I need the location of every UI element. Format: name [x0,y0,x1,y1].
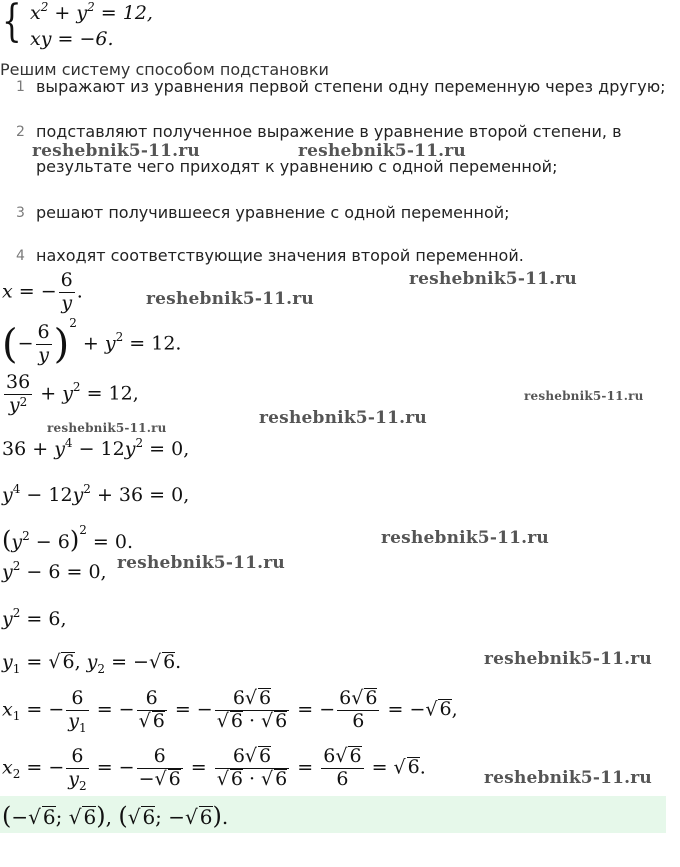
step-text-continued: результате чего приходят к уравнению с одной переменной; [36,157,558,176]
watermark: reshebnik5-11.ru [381,528,549,548]
step-number: 1 [16,79,25,95]
watermark: reshebnik5-11.ru [32,141,200,161]
solution-line-7: $y^2 - 6 = 0$, [2,559,107,583]
system-equation-1: $x^2 + y^2 = 12$, [30,0,153,24]
watermark: reshebnik5-11.ru [47,421,167,435]
step-number: 3 [16,205,25,221]
step-number: 2 [16,124,25,140]
watermark: reshebnik5-11.ru [117,553,285,573]
solution-line-9: $y_1$ = √ 6, $y_2$ = −√ 6. [2,651,182,676]
solution-line-8: $y^2 = 6$, [2,606,67,630]
step-text: выражают из уравнения первой степени одну переменную через другую; [36,77,666,96]
solution-line-5: $y^4 - 12y^2 + 36 = 0$, [2,482,190,506]
solution-line-2: (− $\frac{6}{y}$ )$^2 + y^2 = 12$. [2,316,182,368]
system-equation-2: xy = −6. [30,28,114,50]
solution-line-3: $\frac{36}{y^2}$ + $y^2 = 12$, [6,371,139,416]
answer-text: (−√ 6; √ 6), (√ 6; −√ 6). [2,802,229,830]
step-text: находят соответствующие значения второй переменной. [36,246,524,265]
solution-line-6: $(y^2 - 6)^2 = 0$. [2,523,133,554]
step-number: 4 [16,248,25,264]
solution-line-11: $x_2$ = − $\frac{6}{y_2}$ = − $\frac{6}{-√ 6}$ = $\frac{6√ 6}{√ 6 \cdot √ 6}$ = $\frac{6√ 6}{6}$ = √ 6. [2,745,426,793]
watermark: reshebnik5-11.ru [259,408,427,428]
watermark: reshebnik5-11.ru [146,289,314,309]
watermark: reshebnik5-11.ru [298,141,466,161]
watermark: reshebnik5-11.ru [484,649,652,669]
solution-line-10: $x_1$ = − $\frac{6}{y_1}$ = − $\frac{6}{√ 6}$ = − $\frac{6√ 6}{√ 6 \cdot √ 6}$ = − $\frac{6√ 6}{6}$ = −√ 6, [2,687,458,735]
watermark: reshebnik5-11.ru [409,269,577,289]
solution-line-4: $36 + y^4 - 12y^2 = 0$, [2,436,190,460]
watermark: reshebnik5-11.ru [484,768,652,788]
solution-line-1: x = − $\frac{6}{y}$ . [2,269,83,314]
step-text: решают получившееся уравнение с одной переменной; [36,203,510,222]
watermark: reshebnik5-11.ru [524,389,644,403]
step-text: подставляют полученное выражение в уравнение второй степени, в [36,122,622,141]
system-brace: { [2,0,22,47]
cut-off-line: Решим систему способом подстановки [0,60,329,79]
